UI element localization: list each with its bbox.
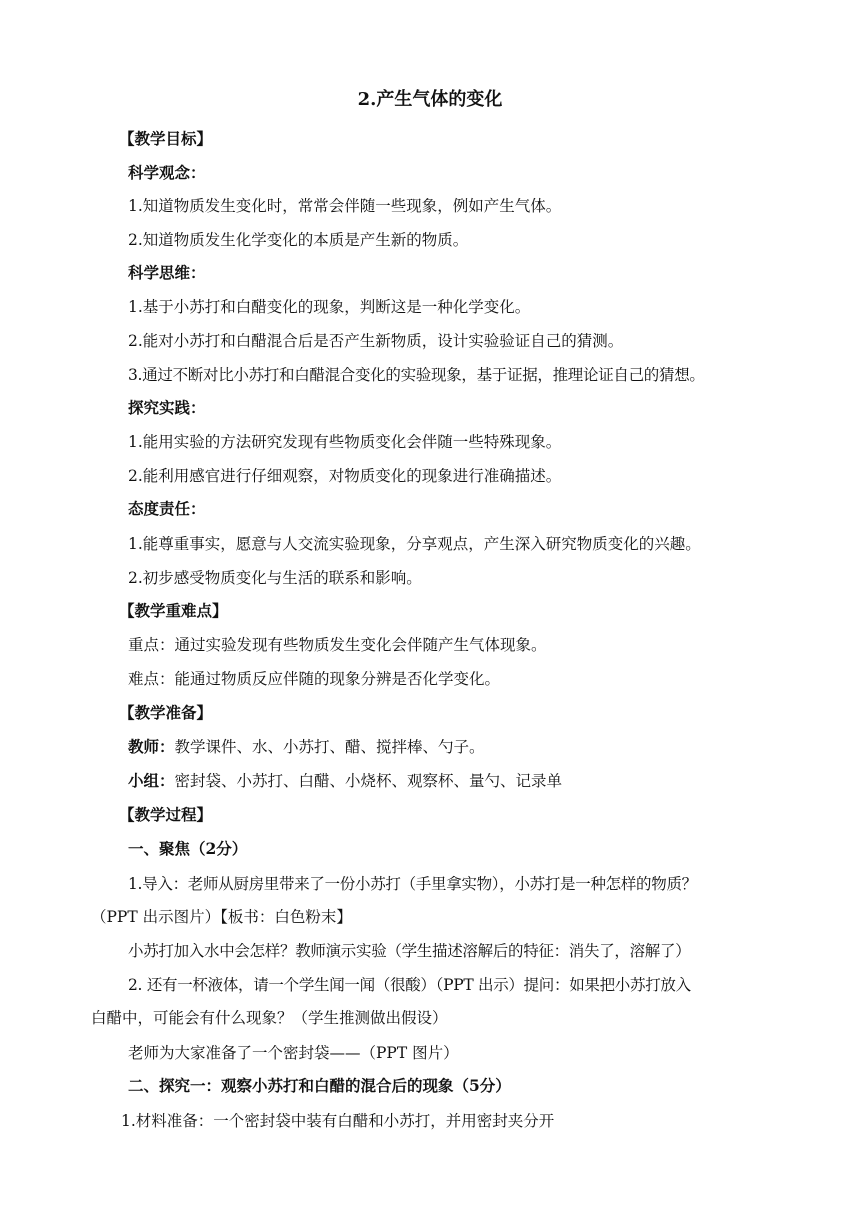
- attitude-item-2: 2.初步感受物质变化与生活的联系和影响。: [128, 569, 422, 587]
- key-points-heading: 【教学重难点】: [119, 601, 228, 620]
- concept-item-2: 2.知道物质发生化学变化的本质是产生新的物质。: [128, 231, 469, 249]
- preparation-teacher: [128, 737, 485, 757]
- concept-label: 科学观念：: [128, 163, 206, 182]
- paragraph-vinegar-line2: 白醋中，可能会有什么现象？（学生推测做出假设）: [91, 1009, 448, 1027]
- process-heading: 【教学过程】: [119, 805, 213, 824]
- key-point-focus: 重点：通过实验发现有些物质发生变化会伴随产生气体现象。: [128, 636, 547, 654]
- section-explore-one: 二、探究一：观察小苏打和白醋的混合后的现象（5分）: [128, 1076, 511, 1095]
- teacher-label: 教师：: [128, 737, 175, 756]
- attitude-label: 态度责任：: [128, 499, 206, 518]
- thinking-item-2: 2.能对小苏打和白醋混合后是否产生新物质，设计实验验证自己的猜测。: [128, 332, 624, 350]
- paragraph-vinegar-line1: 2. 还有一杯液体，请一个学生闻一闻（很酸）（PPT 出示）提问：如果把小苏打放入: [128, 976, 691, 994]
- paragraph-materials: 1.材料准备：一个密封袋中装有白醋和小苏打，并用密封夹分开: [121, 1112, 555, 1130]
- teacher-text: 教学课件、水、小苏打、醋、搅拌棒、勺子。: [174, 738, 485, 756]
- page-title: 2.产生气体的变化: [357, 89, 503, 110]
- attitude-item-1: 1.能尊重事实，愿意与人交流实验现象，分享观点，产生深入研究物质变化的兴趣。: [128, 535, 701, 553]
- paragraph-intro-line1: 1.导入：老师从厨房里带来了一份小苏打（手里拿实物），小苏打是一种怎样的物质？: [128, 875, 697, 893]
- thinking-label: 科学思维：: [128, 263, 206, 282]
- preparation-group: [128, 771, 562, 791]
- practice-label: 探究实践：: [128, 398, 206, 417]
- group-text: 密封袋、小苏打、白醋、小烧杯、观察杯、量勺、记录单: [174, 772, 563, 790]
- practice-item-2: 2.能利用感官进行仔细观察，对物质变化的现象进行准确描述。: [128, 467, 562, 485]
- paragraph-intro-line2: （PPT 出示图片）【板书：白色粉末】: [91, 908, 352, 926]
- key-point-difficulty: 难点：能通过物质反应伴随的现象分辨是否化学变化。: [128, 670, 501, 688]
- thinking-item-3: 3.通过不断对比小苏打和白醋混合变化的实验现象，基于证据，推理论证自己的猜想。: [128, 366, 705, 384]
- thinking-item-1: 1.基于小苏打和白醋变化的现象，判断这是一种化学变化。: [128, 298, 531, 316]
- group-label: 小组：: [128, 771, 175, 790]
- concept-item-1: 1.知道物质发生变化时，常常会伴随一些现象，例如产生气体。: [128, 197, 562, 215]
- preparation-heading: 【教学准备】: [119, 703, 213, 722]
- objectives-heading: 【教学目标】: [119, 129, 213, 148]
- section-focus: 一、聚焦（2分）: [128, 839, 248, 858]
- practice-item-1: 1.能用实验的方法研究发现有些物质变化会伴随一些特殊现象。: [128, 433, 562, 451]
- paragraph-water: 小苏打加入水中会怎样？教师演示实验（学生描述溶解后的特征：消失了，溶解了）: [128, 942, 691, 960]
- paragraph-bag: 老师为大家准备了一个密封袋——（PPT 图片）: [128, 1044, 459, 1062]
